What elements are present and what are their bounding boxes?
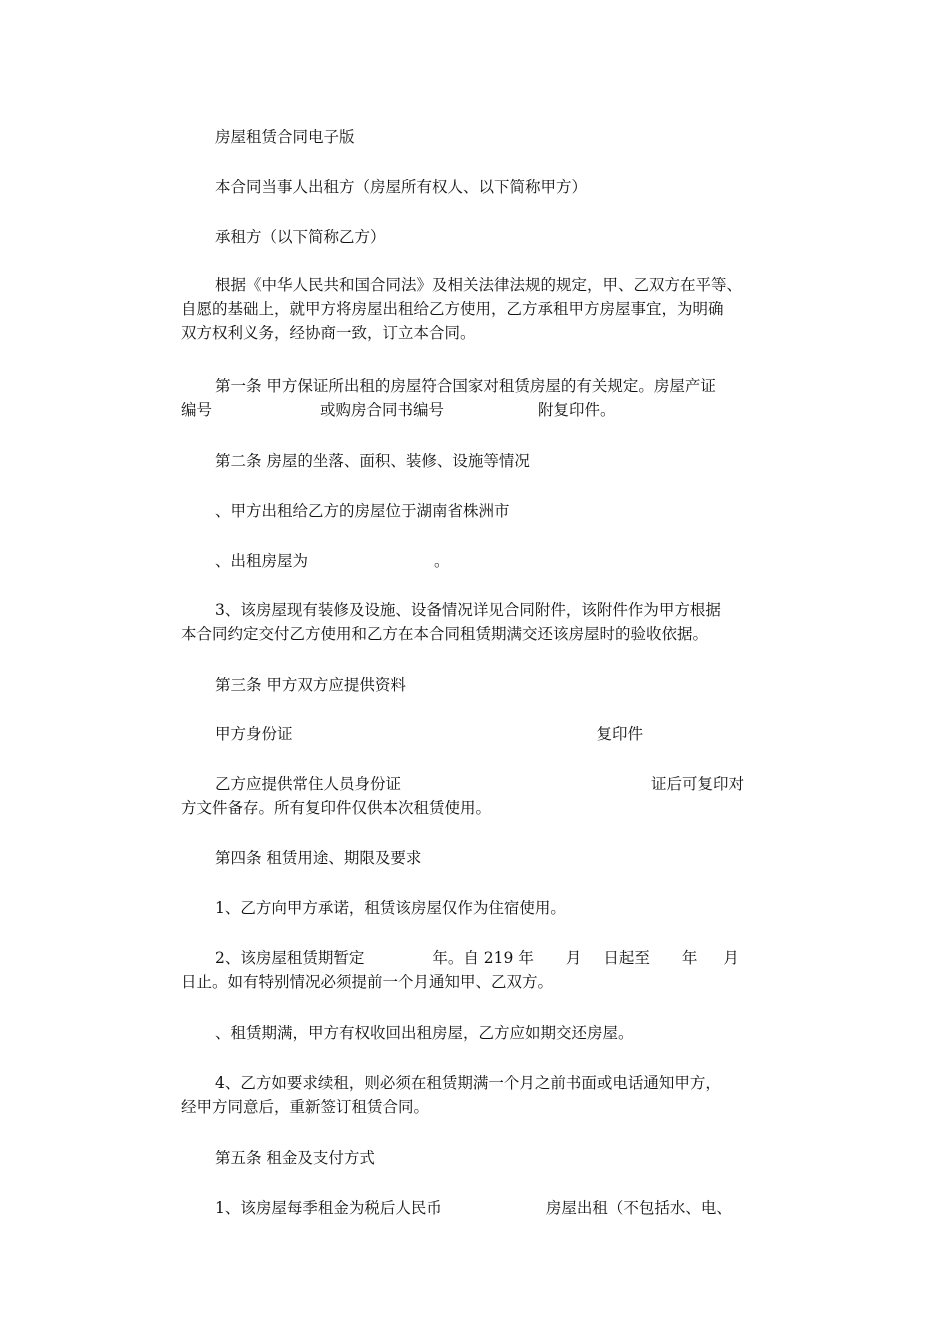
article-4-item-4: 4、乙方如要求续租，则必须在租赁期满一个月之前书面或电话通知甲方， 经甲方同意后，重新签订租赁合同。: [181, 1074, 721, 1116]
preamble-paragraph: 根据《中华人民共和国合同法》及相关法律法规的规定，甲、乙双方在平等、 自愿的基础上，就甲方将房屋出租给乙方使用，乙方承租甲方房屋事宜，为明确 双方权利义务，经协商一致，订立本合同。: [181, 276, 743, 342]
article-2-item-1: 、甲方出租给乙方的房屋位于湖南省株洲市: [215, 502, 510, 520]
article-2-item-3: 3、该房屋现有装修及设施、设备情况详见合同附件，该附件作为甲方根据 本合同约定交付乙方使用和乙方在本合同租赁期满交还该房屋时的验收依据。: [181, 601, 721, 643]
article-5-heading: 第五条 租金及支付方式: [215, 1149, 375, 1167]
article-2-item-2: 、出租房屋为 。: [215, 552, 450, 570]
article-3-heading: 第三条 甲方双方应提供资料: [215, 676, 406, 694]
article-1: 第一条 甲方保证所出租的房屋符合国家对租赁房屋的有关规定。房屋产证 编号 或购房合同书编号 附复印件。: [181, 377, 716, 419]
party-b-clause: 承租方（以下简称乙方）: [215, 228, 386, 246]
document-title: 房屋租赁合同电子版: [215, 128, 355, 146]
article-4-heading: 第四条 租赁用途、期限及要求: [215, 849, 422, 867]
article-5-item-1: 1、该房屋每季租金为税后人民币 房屋出租（不包括水、电、: [215, 1199, 732, 1217]
article-3-item-2: 乙方应提供常住人员身份证 证后可复印对 方文件备存。所有复印件仅供本次租赁使用。: [181, 775, 745, 817]
article-3-item-1: 甲方身份证 复印件: [215, 725, 644, 743]
article-4-item-1: 1、乙方向甲方承诺，租赁该房屋仅作为住宿使用。: [215, 899, 566, 917]
article-2-heading: 第二条 房屋的坐落、面积、装修、设施等情况: [215, 452, 530, 470]
article-4-item-2: 2、该房屋租赁期暂定 年。自 219 年 月 日起至 年 月 日止。如有特别情况必须提前一个月通知甲、乙双方。: [181, 949, 739, 991]
article-4-item-3: 、租赁期满，甲方有权收回出租房屋，乙方应如期交还房屋。: [215, 1024, 634, 1042]
party-a-clause: 本合同当事人出租方（房屋所有权人、以下简称甲方）: [215, 178, 588, 196]
